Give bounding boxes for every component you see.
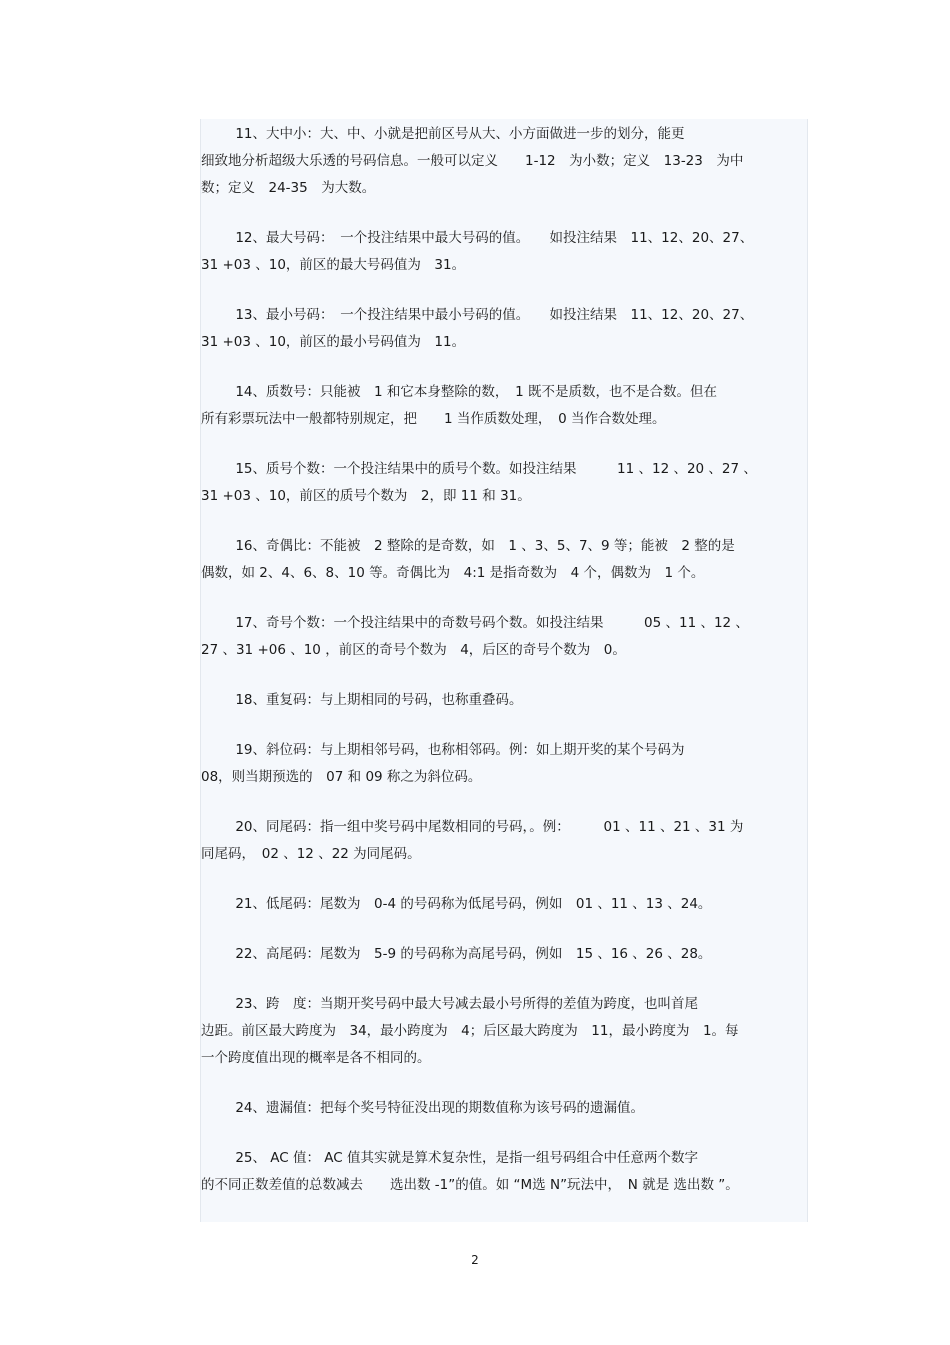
text-line: 15、质号个数：一个投注结果中的质号个数。如投注结果 11 、12 、20 、27 、: [201, 461, 757, 477]
text-line: 16、奇偶比：不能被 2 整除的是奇数，如 1 、3、5、7、9 等；能被 2 整的是: [201, 538, 735, 554]
paragraph-25: [201, 1145, 807, 1199]
paragraph-24: [201, 1095, 807, 1122]
text-line: 08，则当期预选的 07 和 09 称之为斜位码。: [201, 769, 482, 785]
paragraph-20: [201, 814, 807, 868]
page-number: 2: [471, 1253, 479, 1267]
text-line: 31 +03 、10，前区的最大号码值为 31。: [201, 257, 466, 273]
text-line: 11、大中小：大、中、小就是把前区号从大、小方面做进一步的划分，能更: [201, 126, 685, 142]
text-line: 边距。前区最大跨度为 34，最小跨度为 4；后区最大跨度为 11，最小跨度为 1。每: [201, 1023, 739, 1039]
text-line: 18、重复码：与上期相同的号码，也称重叠码。: [201, 692, 523, 708]
text-line: 同尾码， 02 、12 、22 为同尾码。: [201, 846, 421, 862]
paragraph-17: [201, 610, 807, 664]
paragraph-23: [201, 991, 807, 1072]
paragraph-12: [201, 225, 807, 279]
paragraph-19: [201, 737, 807, 791]
paragraph-22: [201, 941, 807, 968]
text-line: 25、 AC 值： AC 值其实就是算术复杂性，是指一组号码组合中任意两个数字: [201, 1150, 699, 1166]
text-line: 14、质数号：只能被 1 和它本身整除的数， 1 既不是质数，也不是合数。但在: [201, 384, 718, 400]
paragraph-11: [201, 121, 807, 202]
text-line: 21、低尾码：尾数为 0-4 的号码称为低尾号码，例如 01 、11 、13 、24。: [201, 896, 712, 912]
text-line: 数；定义 24-35 为大数。: [201, 180, 376, 196]
paragraph-13: [201, 302, 807, 356]
text-line: 31 +03 、10，前区的最小号码值为 11。: [201, 334, 466, 350]
text-line: 偶数，如 2、4、6、8、10 等。奇偶比为 4:1 是指奇数为 4 个，偶数为 1 个。: [201, 565, 705, 581]
text-line: 所有彩票玩法中一般都特别规定，把 1 当作质数处理， 0 当作合数处理。: [201, 411, 666, 427]
text-line: 细致地分析超级大乐透的号码信息。一般可以定义 1-12 为小数；定义 13-23 为中: [201, 153, 744, 169]
paragraph-16: [201, 533, 807, 587]
paragraph-18: [201, 687, 807, 714]
paragraph-21: [201, 891, 807, 918]
text-line: 13、最小号码： 一个投注结果中最小号码的值。 如投注结果 11、12、20、27、: [201, 307, 754, 323]
text-line: 的不同正数差值的总数减去 选出数 -1”的值。如 “M选 N”玩法中， N 就是 选出数 ”。: [201, 1177, 739, 1193]
text-line: 17、奇号个数：一个投注结果中的奇数号码个数。如投注结果 05 、11 、12 、: [201, 615, 749, 631]
text-line: 23、跨 度：当期开奖号码中最大号减去最小号所得的差值为跨度，也叫首尾: [201, 996, 699, 1012]
text-line: 12、最大号码： 一个投注结果中最大号码的值。 如投注结果 11、12、20、27、: [201, 230, 754, 246]
text-line: 22、高尾码：尾数为 5-9 的号码称为高尾号码，例如 15 、16 、26 、28。: [201, 946, 712, 962]
text-line: 27 、31 +06 、10 ，前区的奇号个数为 4，后区的奇号个数为 0。: [201, 642, 626, 658]
text-line: 19、斜位码：与上期相邻号码，也称相邻码。例：如上期开奖的某个号码为: [201, 742, 685, 758]
document-body: [201, 121, 807, 1199]
paragraph-15: [201, 456, 807, 510]
text-line: 20、同尾码：指一组中奖号码中尾数相同的号码，。例： 01 、11 、21 、31 为: [201, 819, 744, 835]
text-line: 31 +03 、10，前区的质号个数为 2，即 11 和 31。: [201, 488, 531, 504]
text-line: 24、遗漏值：把每个奖号特征没出现的期数值称为该号码的遗漏值。: [201, 1100, 645, 1116]
text-line: 一个跨度值出现的概率是各不相同的。: [201, 1050, 431, 1066]
paragraph-14: [201, 379, 807, 433]
